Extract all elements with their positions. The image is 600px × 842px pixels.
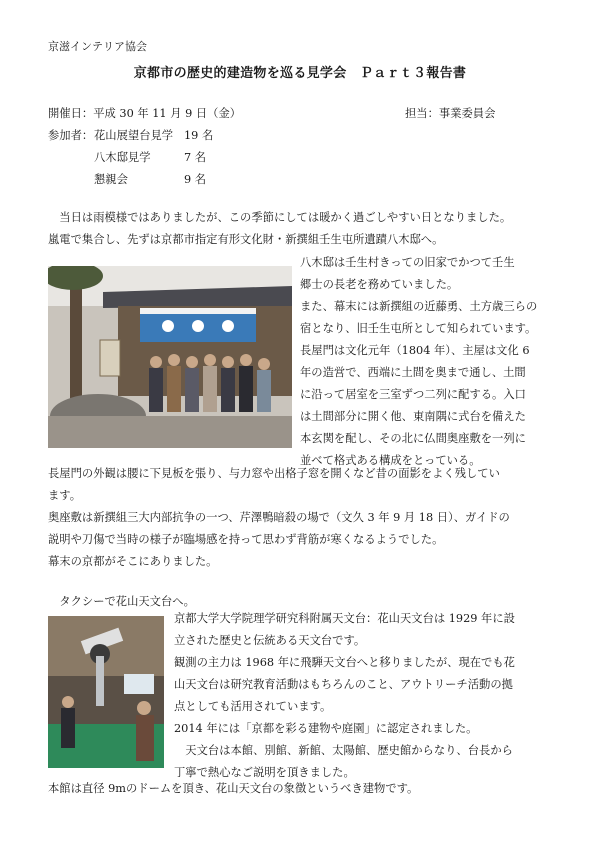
text-line: 丁寧で熱心なご説明を頂きました。 — [174, 766, 355, 779]
text-line: 長屋門の外観は腰に下見板を張り、与力窓や出格子窓を開くなど昔の面影をよく残してい — [48, 467, 500, 480]
text-line: 天文台は本館、別館、新館、太陽館、歴史館からなり、台長から — [174, 744, 513, 757]
participant-name: 八木邸見学 — [94, 151, 151, 164]
text-line: 八木邸は壬生村きっての旧家でかつて壬生 — [300, 256, 515, 269]
text-line: 説明や刀傷で当時の様子が臨場感を持って思わず背筋が寒くなるようでした。 — [48, 533, 444, 546]
text-line: に沿って居室を三室ずつ二列に配する。入口 — [300, 388, 526, 401]
organization-name: 京滋インテリア協会 — [48, 40, 147, 53]
kazan-heading: タクシーで花山天文台へ。 — [48, 595, 195, 608]
text-line: 年の造営で、西端に土間を奥まで通し、土間 — [300, 366, 526, 379]
text-line: 山天文台は研究教育活動はもちろんのこと、アウトリーチ活動の拠 — [174, 678, 513, 691]
date-label: 開催日： — [48, 107, 94, 120]
yagi-description — [300, 252, 537, 472]
yagi-house-group-photo — [48, 266, 292, 448]
observatory-dome-note — [48, 778, 418, 800]
date-value: 平成 30 年 11 月 9 日（金） — [93, 107, 242, 120]
text-line: 観測の主力は 1968 年に飛騨天文台へと移りましたが、現在でも花 — [174, 656, 515, 669]
text-line: 奥座敷は新撰組三大内部抗争の一つ、芹澤鴨暗殺の場で（文久 3 年 9 月 18 日）、ガイドの — [48, 511, 510, 524]
participant-count: 9 名 — [184, 173, 207, 186]
text-line: は土間部分に開く他、東南隅に式台を備えた — [300, 410, 526, 423]
text-line: 幕末の京都がそこにありました。 — [48, 555, 218, 568]
text-line: 長屋門は文化元年（1804 年）、主屋は文化 6 — [300, 344, 530, 357]
participant-count: 7 名 — [184, 151, 207, 164]
observatory-description — [174, 608, 515, 784]
text-line: 点としても活用されています。 — [174, 700, 332, 713]
text-line: 立された歴史と伝統ある天文台です。 — [174, 634, 366, 647]
text-line: 嵐電で集合し、先ずは京都市指定有形文化財・新撰組壬生屯所遺蹟八木邸へ。 — [48, 233, 444, 246]
text-line: 並べて格式ある構成をとっている。 — [300, 454, 481, 467]
participant-count: 19 名 — [184, 129, 214, 142]
text-line: 本館は直径 9mのドームを頂き、花山天文台の象徴というべき建物です。 — [48, 782, 419, 795]
staff-in-charge: 担当：事業委員会 — [405, 107, 496, 120]
intro-paragraph — [48, 207, 511, 251]
participant-name: 懇親会 — [94, 173, 128, 186]
participant-name: 花山展望台見学 — [94, 129, 174, 142]
text-line: ます。 — [48, 489, 81, 502]
text-line: また、幕末には新撰組の近藤勇、土方歳三らの — [300, 300, 538, 313]
date-line — [48, 103, 241, 125]
participants-label: 参加者： — [48, 129, 94, 142]
text-line: 当日は雨模様ではありましたが、この季節にしては暖かく過ごしやすい日となりました。 — [48, 211, 512, 224]
text-line: 郷士の長老を務めていました。 — [300, 278, 459, 291]
observatory-interior-photo — [48, 616, 164, 768]
yagi-details — [48, 463, 510, 573]
text-line: 宿となり、旧壬生屯所として知られています。 — [300, 322, 537, 335]
text-line: 2014 年には「京都を彩る建物や庭園」に認定されました。 — [174, 722, 478, 735]
text-line: 京都大学大学院理学研究科附属天文台：花山天文台は 1929 年に設 — [174, 612, 515, 625]
text-line: 本玄関を配し、その北に仏間奥座敷を一列に — [300, 432, 526, 445]
document-title: 京都市の歴史的建造物を巡る見学会 Ｐａｒｔ３報告書 — [133, 66, 467, 81]
